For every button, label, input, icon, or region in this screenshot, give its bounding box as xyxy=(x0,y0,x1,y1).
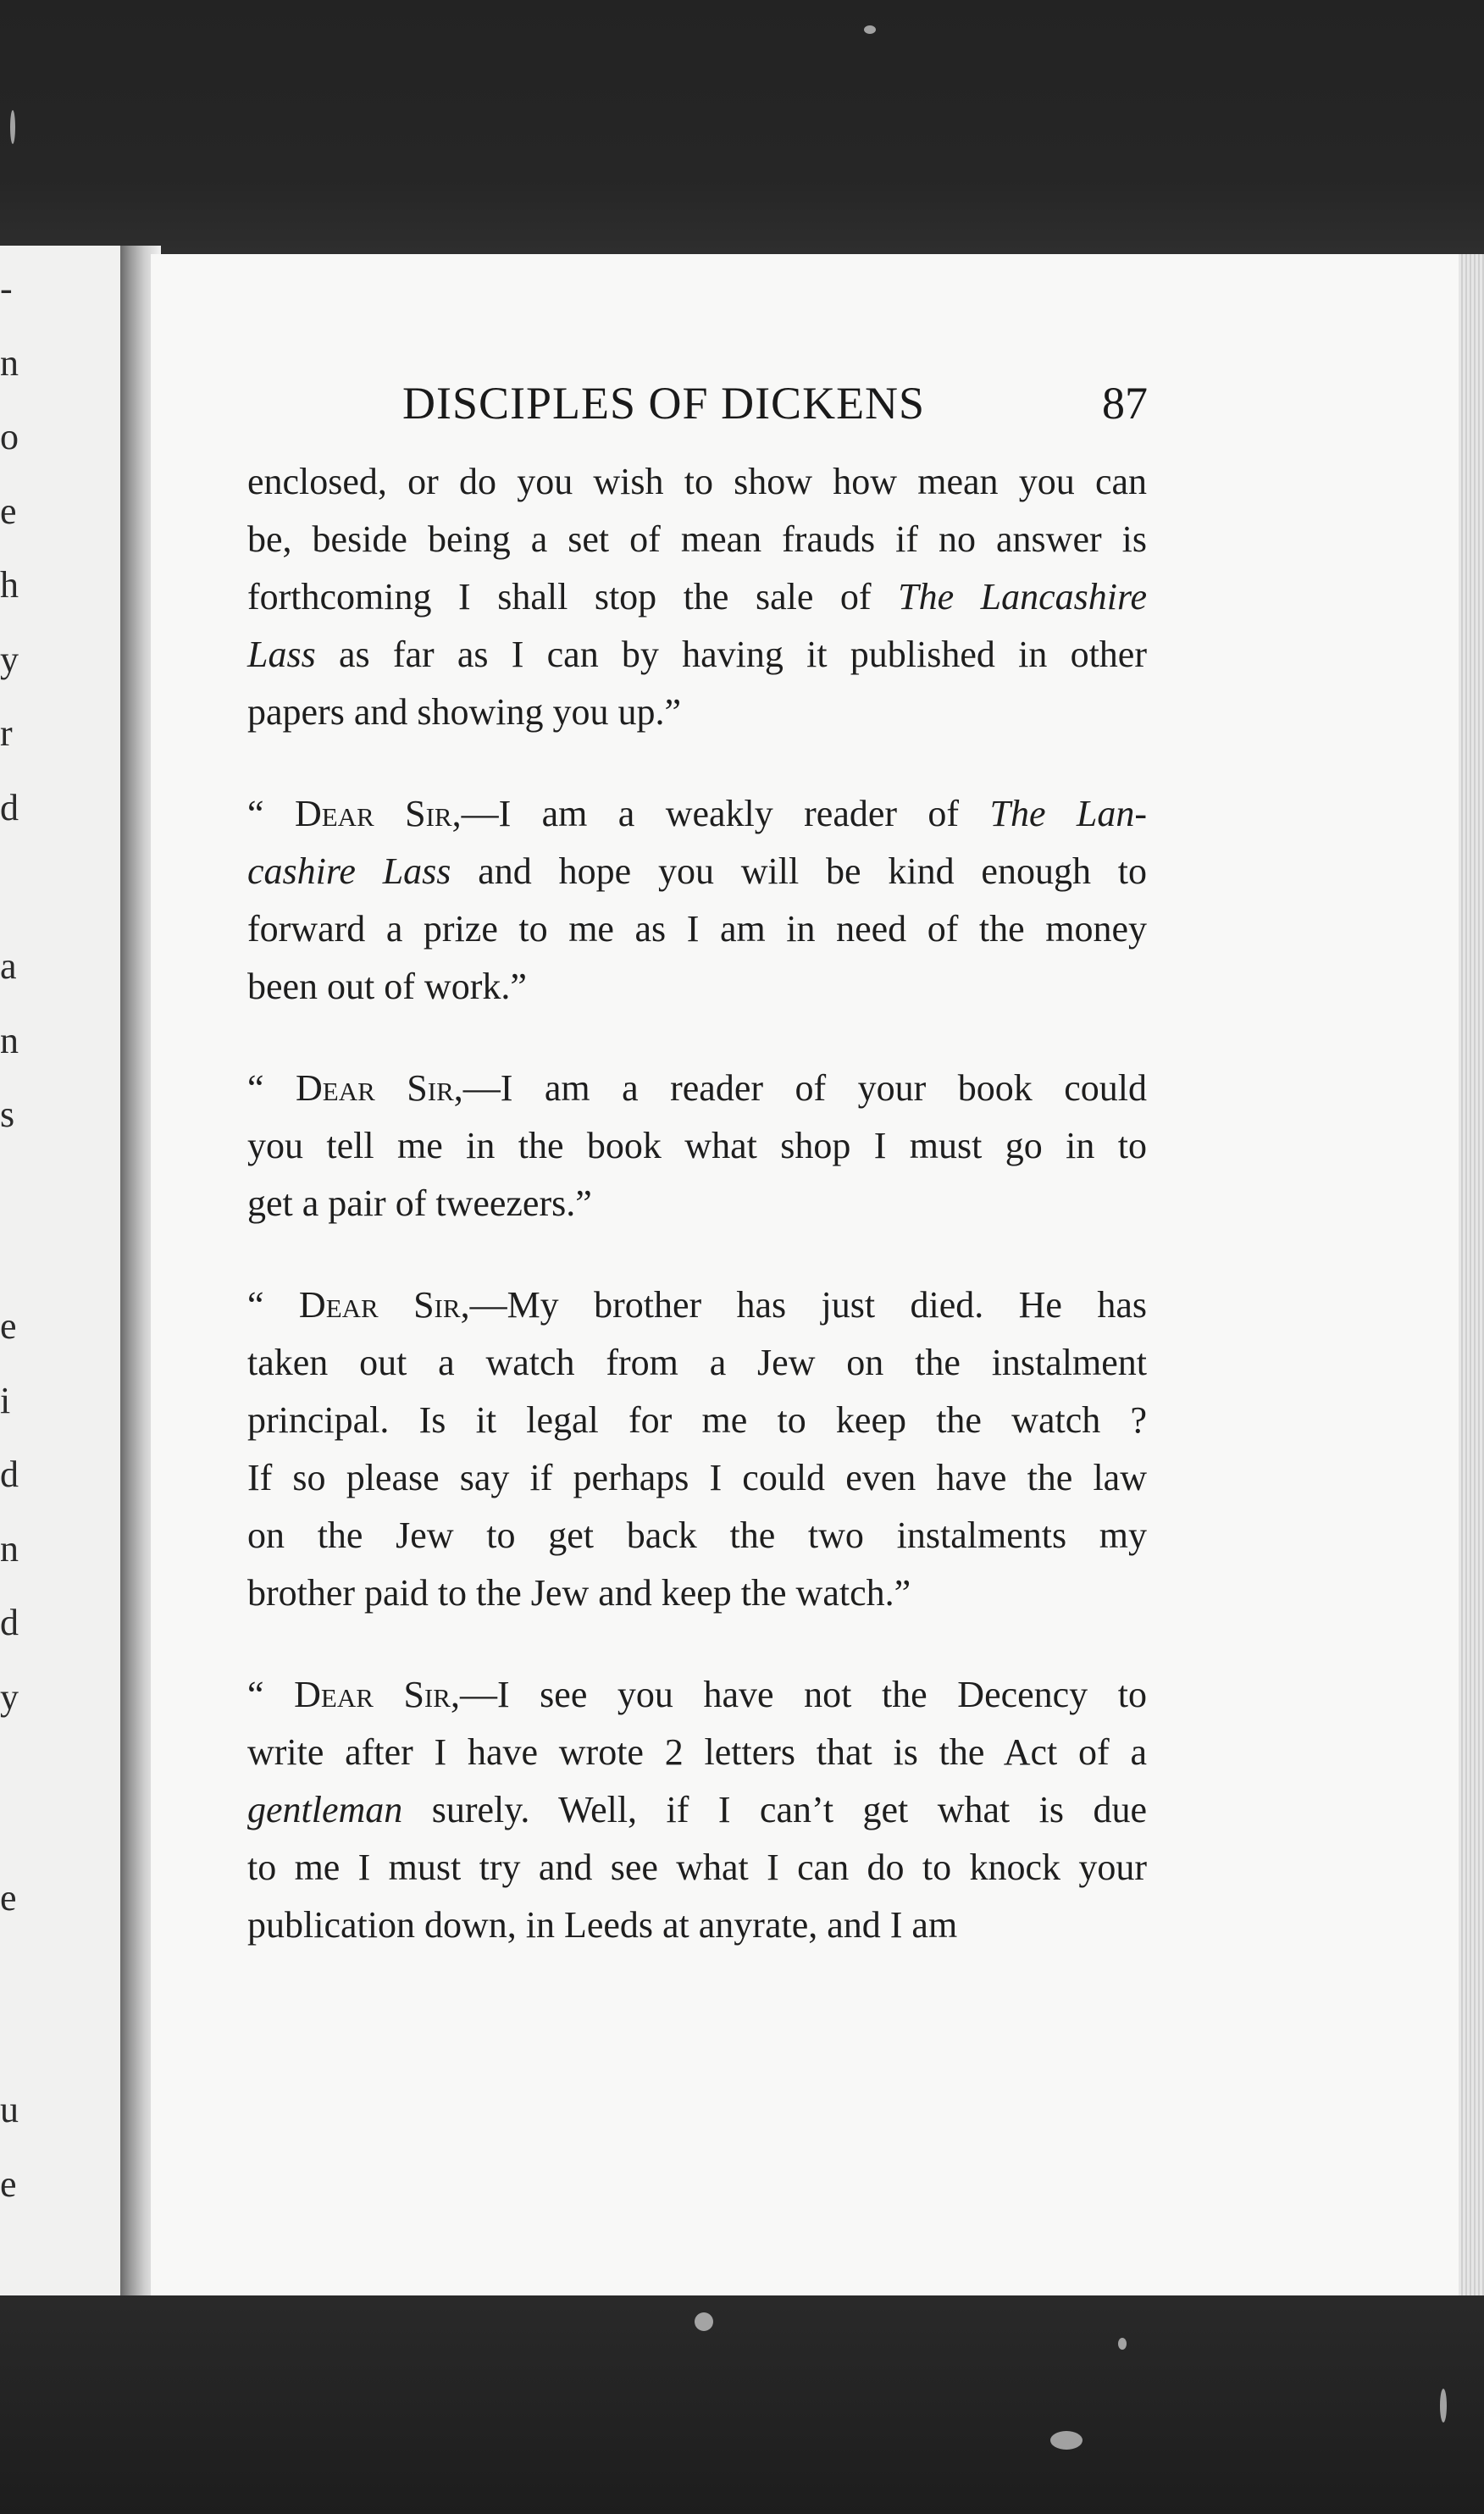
text-line: to me I must try and see what I can do to knock your xyxy=(247,1847,1147,1888)
text-line: been out of work.” xyxy=(247,966,527,1007)
left-edge-fragment: e xyxy=(0,1305,17,1347)
dust-speck xyxy=(864,25,876,34)
dust-speck xyxy=(1118,2338,1127,2350)
text-line: you tell me in the book what shop I must go in to xyxy=(247,1125,1147,1166)
dust-speck xyxy=(10,110,15,144)
left-edge-fragment: e xyxy=(0,1877,17,1919)
left-edge-fragment: d xyxy=(0,786,19,828)
text-line: If so please say if perhaps I could even have the law xyxy=(247,1457,1147,1498)
salutation: Dear Sir xyxy=(294,793,452,834)
scan-background-top xyxy=(0,0,1484,254)
italic-title: gentleman xyxy=(247,1789,403,1830)
text-line: brother paid to the Jew and keep the watch.” xyxy=(247,1572,911,1614)
left-edge-fragment: h xyxy=(0,564,19,606)
text-line: gentleman surely. Well, if I can’t get what is due xyxy=(247,1789,1147,1830)
text-line: “ Dear Sir,—My brother has just died. He has xyxy=(247,1284,1147,1326)
italic-title: cashire Lass xyxy=(247,850,451,892)
left-edge-fragment: u xyxy=(0,2089,19,2130)
page-fore-edge xyxy=(1459,254,1484,2295)
salutation: Dear Sir xyxy=(298,1284,461,1326)
left-edge-fragment: r xyxy=(0,712,13,754)
text-line: “ Dear Sir,—I am a reader of your book could xyxy=(247,1067,1148,1109)
salutation: Dear Sir xyxy=(296,1067,454,1109)
running-head xyxy=(250,377,1148,445)
text-line: write after I have wrote 2 letters that is the Act of a xyxy=(247,1731,1147,1773)
dust-speck xyxy=(1440,2389,1447,2423)
left-edge-fragment: o xyxy=(0,416,19,457)
left-edge-fragment: d xyxy=(0,1454,19,1495)
left-edge-fragment: n xyxy=(0,1527,19,1570)
text-line: get a pair of tweezers.” xyxy=(247,1182,592,1224)
text-line: forthcoming I shall stop the sale of The Lancashire xyxy=(247,576,1148,617)
left-edge-fragment: n xyxy=(0,341,19,384)
text-line: cashire Lass and hope you will be kind enough to xyxy=(247,850,1147,892)
salutation: Dear Sir xyxy=(294,1674,451,1715)
text-line: publication down, in Leeds at anyrate, and I am xyxy=(247,1904,958,1946)
text-line: taken out a watch from a Jew on the instalment xyxy=(247,1342,1147,1383)
body-text xyxy=(247,453,1147,1998)
text-line: “ Dear Sir,—I see you have not the Decency to xyxy=(247,1674,1147,1715)
dust-speck xyxy=(695,2312,713,2331)
left-edge-fragment: e xyxy=(0,490,17,532)
paragraph xyxy=(247,1666,1147,1954)
left-edge-fragment: y xyxy=(0,638,19,680)
left-edge-fragment: n xyxy=(0,1019,19,1061)
paragraph xyxy=(247,1060,1147,1232)
italic-title: The Lan- xyxy=(989,793,1148,834)
left-edge-fragment: d xyxy=(0,1602,19,1643)
paragraph xyxy=(247,1276,1147,1622)
text-line: enclosed, or do you wish to show how mean you can xyxy=(247,461,1147,502)
text-line: principal. Is it legal for me to keep the watch ? xyxy=(247,1399,1147,1441)
text-line: be, beside being a set of mean frauds if no answer is xyxy=(247,518,1147,560)
scan-background-bottom xyxy=(0,2287,1484,2514)
left-facing-page xyxy=(0,246,132,2295)
text-line: Lass as far as I can by having it published in other xyxy=(247,634,1147,675)
text-line: papers and showing you up.” xyxy=(247,691,682,733)
left-edge-fragment: e xyxy=(0,2162,17,2205)
left-edge-fragment: s xyxy=(0,1094,15,1135)
paragraph xyxy=(247,453,1147,741)
text-line: forward a prize to me as I am in need of the money xyxy=(247,908,1147,950)
text-line: “ Dear Sir,—I am a weakly reader of The Lan- xyxy=(247,793,1148,834)
left-edge-fragment: - xyxy=(0,268,13,309)
left-edge-fragment: i xyxy=(0,1379,11,1421)
paragraph xyxy=(247,785,1147,1016)
left-edge-fragment: a xyxy=(0,945,17,987)
running-title: DISCIPLES OF DICKENS xyxy=(402,378,926,429)
italic-title: The Lancashire xyxy=(898,576,1148,617)
italic-title: Lass xyxy=(247,634,316,675)
dust-speck xyxy=(1050,2431,1083,2450)
text-line: on the Jew to get back the two instalments my xyxy=(247,1514,1147,1556)
page-number: 87 xyxy=(1102,378,1148,429)
left-edge-fragment: y xyxy=(0,1675,19,1718)
